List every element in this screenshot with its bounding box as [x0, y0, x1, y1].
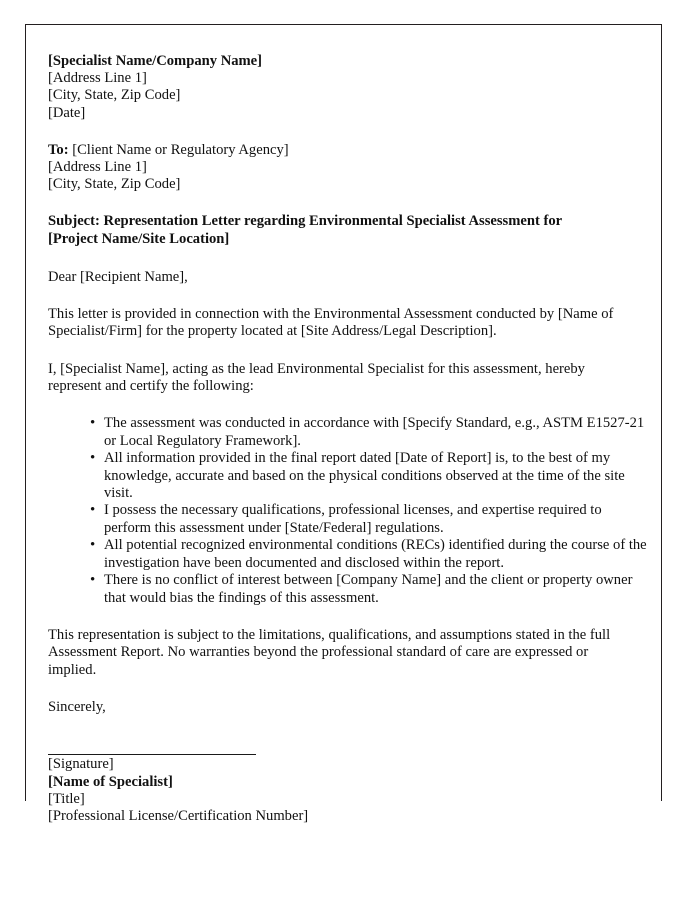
to-label: To: — [48, 141, 69, 158]
subject-line-2: [Project Name/Site Location] — [48, 231, 230, 248]
recipient-name: [Client Name or Regulatory Agency] — [68, 141, 289, 158]
signature-spacer — [48, 716, 649, 754]
sender-city-state-zip: [City, State, Zip Code] — [48, 87, 181, 104]
subject-block — [48, 213, 628, 248]
spacer — [48, 193, 649, 213]
signatory-name: [Name of Specialist] — [48, 773, 173, 790]
list-item: • All potential recognized environmental conditions (RECs) identified during the course of the investigation have been documented and disclosed within the report. — [90, 537, 649, 572]
representations-list — [48, 415, 649, 606]
spacer — [48, 249, 649, 269]
document-page — [25, 24, 662, 824]
document-body — [26, 25, 661, 825]
spacer — [48, 341, 649, 361]
spacer — [48, 122, 649, 142]
list-item: • All information provided in the final report dated [Date of Report] is, to the best of my knowledge, accurate and based on the physical conditions observed at the time of the site visit. — [90, 450, 649, 502]
spacer — [48, 679, 649, 699]
closing-line: Sincerely, — [48, 699, 106, 716]
sender-address-block — [48, 53, 649, 122]
subject-line-1: Subject: Representation Letter regarding Environmental Specialist Assessment for — [48, 213, 563, 230]
sender-address-line-1: [Address Line 1] — [48, 70, 147, 87]
signature-block — [48, 756, 649, 825]
spacer — [48, 286, 649, 306]
spacer — [48, 395, 649, 415]
signature-rule — [48, 754, 256, 755]
recipient-address-line-1: [Address Line 1] — [48, 159, 147, 176]
recipient-city-state-zip: [City, State, Zip Code] — [48, 176, 181, 193]
salutation: Dear [Recipient Name], — [48, 268, 188, 285]
signatory-license: [Professional License/Certification Number] — [48, 807, 309, 824]
recipient-address-block — [48, 142, 649, 194]
list-item: • I possess the necessary qualifications, professional licenses, and expertise required to perform this assessment under [State/Federal] regulations. — [90, 502, 649, 537]
signature-placeholder: [Signature] — [48, 756, 114, 773]
limitations-paragraph: This representation is subject to the limitations, qualifications, and assumptions stated in the full Assessment Report. No warranties beyond the professional standard of care are expressed or implied. — [48, 626, 611, 678]
recipient-to-line — [48, 142, 649, 159]
signatory-title: [Title] — [48, 790, 85, 807]
list-item: • There is no conflict of interest between [Company Name] and the client or property owner that would bias the findings of this assessment. — [90, 572, 649, 607]
certification-lead-paragraph: I, [Specialist Name], acting as the lead Environmental Specialist for this assessment, hereby represent and certify the following: — [48, 360, 585, 395]
sender-date: [Date] — [48, 104, 86, 121]
intro-paragraph: This letter is provided in connection with the Environmental Assessment conducted by [Name of Specialist/Firm] for the property located at [Site Address/Legal Description]. — [48, 305, 614, 340]
sender-name-line: [Specialist Name/Company Name] — [48, 53, 263, 69]
list-item: • The assessment was conducted in accordance with [Specify Standard, e.g., ASTM E1527-21 or Local Regulatory Framework]. — [90, 415, 649, 450]
spacer — [48, 607, 649, 627]
